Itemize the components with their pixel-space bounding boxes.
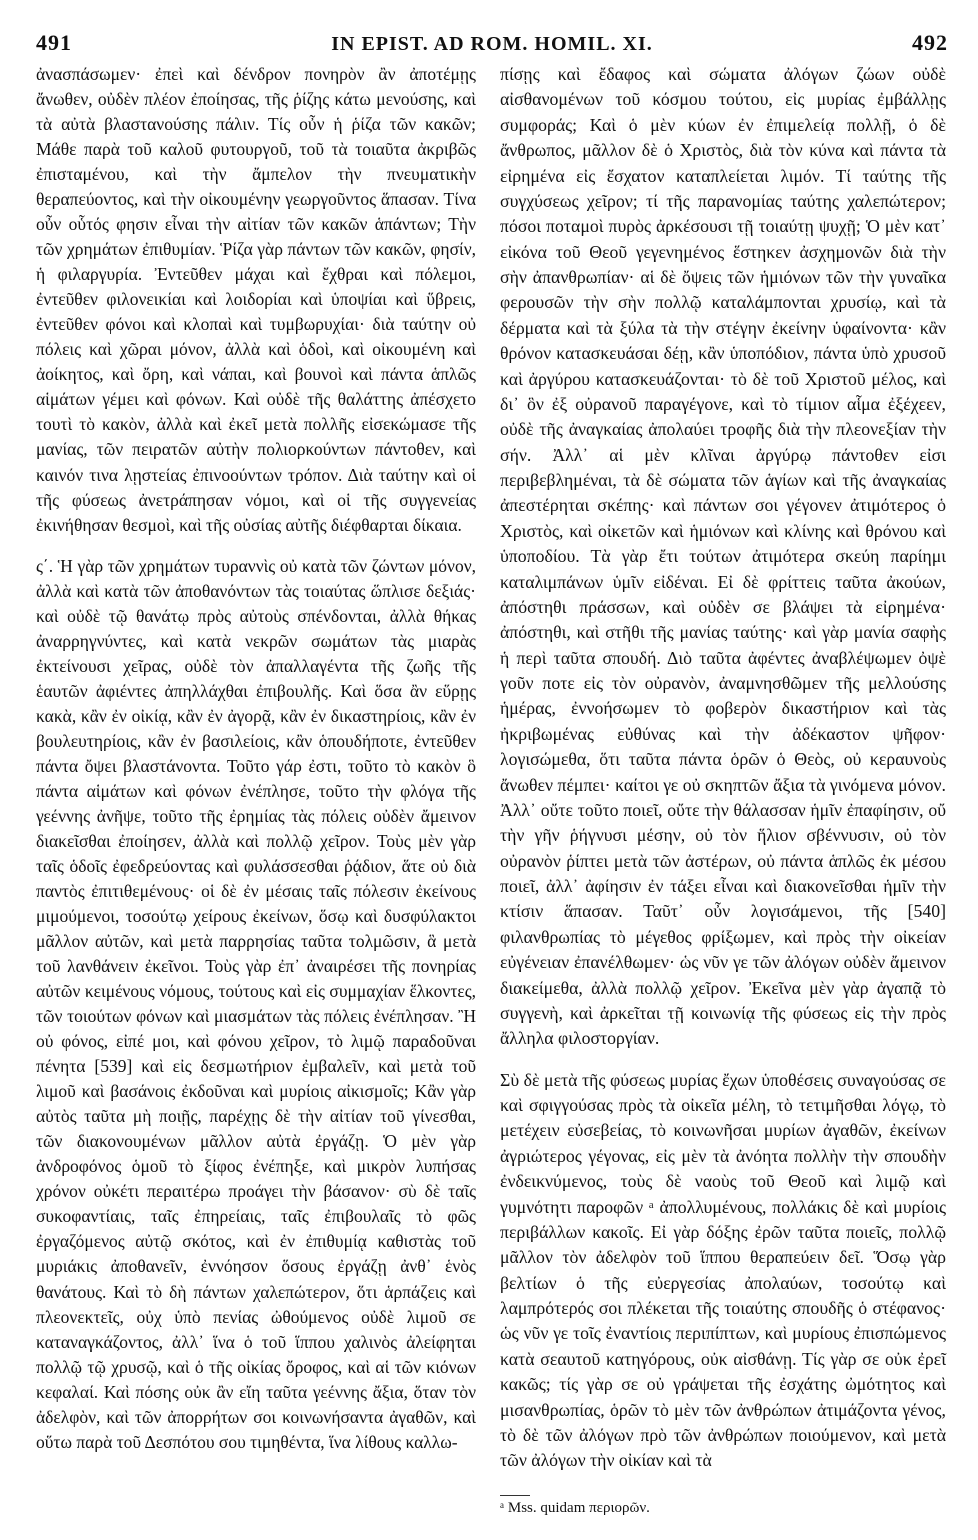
- right-page-number: 492: [911, 30, 948, 55]
- left-paragraph-1: ἀνασπάσωμεν· ἐπεὶ καὶ δένδρον πονηρὸν ἂν ἀποτέμῃς ἄνωθεν, οὐδὲν πλέον ἐποίησας, τῆς ῥίζης κάτω μενούσης, καὶ τὰ αὐτὰ βλαστανούσης πάλιν. Τίς οὖν ἡ ῥίζα τῶν κακῶν; Μάθε παρὰ τοῦ καλοῦ φυτουργοῦ, τοῦ τὰ τοιαῦτα ἀκριβῶς ἐπισταμένου, καὶ τὴν ἄμπελον τὴν πνευματικὴν θεραπεύοντος, καὶ τὴν οἰκουμένην γεωργοῦντος ἅπασαν. Τίνα οὖν οὗτός φησιν εἶναι τὴν αἰτίαν τῶν κακῶν ἁπάντων; Τὴν τῶν χρημάτων ἐπιθυμίαν. Ῥίζα γὰρ πάντων τῶν κακῶν, φησίν, ἡ φιλαργυρία. Ἐντεῦθεν μάχαι καὶ ἔχθραι καὶ πόλεμοι, ἐντεῦθεν φιλονεικίαι καὶ λοιδορίαι καὶ ὑποψίαι καὶ ὕβρεις, ἐντεῦθεν φόνοι καὶ κλοπαὶ καὶ τυμβωρυχίαι· διὰ ταύτην οὐ πόλεις καὶ χῶραι μόνον, ἀλλὰ καὶ ὁδοὶ, καὶ οἰκουμένη καὶ ἀοίκητος, καὶ ὄρη, καὶ νάπαι, καὶ βουνοὶ καὶ πάντα ἁπλῶς αἱμάτων γέμει καὶ φόνων. Καὶ οὐδὲ τῆς θαλάττης ἀπέσχετο τουτὶ τὸ κακὸν, ἀλλὰ καὶ ἐκεῖ μετὰ πολλῆς εἰσεκώμασε τῆς μανίας, τῶν πειρατῶν αὐτὴν πολιορκούντων πάντοθεν, καὶ καινόν τινα λῃστείας ἐπινοούντων τρόπον. Διὰ ταύτην καὶ οἱ τῆς φύσεως ἀνετράπησαν νόμοι, καὶ οἱ τῆς συγγενείας ἐκινήθησαν θεσμοὶ, καὶ τῆς οὐσίας αὐτῆς διέφθαρται δίκαια.: [36, 64, 476, 535]
- footnote: ᵃ Mss. quidam περιορῶν.: [500, 1500, 650, 1516]
- right-paragraph-2: Σὺ δὲ μετὰ τῆς φύσεως μυρίας ἔχων ὑποθέσεις συναγούσας σε καὶ σφιγγούσας πρὸς τὰ οἰκεῖα μέλη, τὸ τετιμῆσθαι λόγῳ, τὸ μετέχειν εὐσεβείας, τὸ κοινωνῆσαι μυρίων ἀγαθῶν, ἐκείνων ἀγριώτερος γέγονας, εἰς μὲν τὰ ἀνόητα πολλὴν τὴν σπουδὴν ἐνδεικνύμενος, τοὺς δὲ ναοὺς τοῦ Θεοῦ καὶ λιμῷ καὶ γυμνότητι παροφῶν ᵃ ἀπολλυμένους, πολλάκις δὲ καὶ μυρίοις περιβάλλων κακοῖς. Εἰ γὰρ δόξης ἐρῶν ταῦτα ποιεῖς, πολλῷ μᾶλλον τὸν ἀδελφὸν τοῦ ἵππου θεραπεύειν δεῖ. Ὅσῳ γὰρ βελτίων ὁ τῆς εὐεργεσίας ἀπολαύων, τοσούτῳ καὶ λαμπρότερός σοι πλέκεται τῆς τοιαύτης σπουδῆς ὁ στέφανος· ὡς νῦν γε τοῖς ἐναντίοις περιπίπτων, καὶ μυρίους ἐπισπώμενος κατὰ σεαυτοῦ κατηγόρους, οὐκ αἰσθάνῃ. Τίς γὰρ σε οὐκ ἐρεῖ κακῶς; τίς γὰρ σε οὐ γράψεται τῆς ἐσχάτης ὠμότητος καὶ μισανθρωπίας, ὁρῶν τὸ μὲν τῶν ἀνθρώπων ἀτιμάζοντα γένος, τὸ δὲ τῶν ἀλόγων πρὸ τῶν ἀνθρώπων ποιούμενον, καὶ μετὰ τῶν ἀλόγων τὴν οἰκίαν καὶ τὰ: [500, 1069, 946, 1471]
- right-paragraph-1: πίσῃς καὶ ἔδαφος καὶ σώματα ἀλόγων ζώων οὐδὲ αἰσθανομένων τοῦ κόσμου τούτου, εἰς μυρίας ἐμβάλλῃς συμφοράς; Καὶ ὁ μὲν κύων ἐν ἐπιμελείᾳ πολλῇ, ὁ δὲ ἄνθρωπος, μᾶλλον δὲ ὁ Χριστὸς, διὰ τὸν κύνα καὶ πάντα τὰ εἰρημένα εἰς ἔσχατον καταπλείεται λιμόν. Τί ταύτης τῆς συγχύσεως χεῖρον; τί τῆς παρανομίας ταύτης χαλεπώτερον; πόσοι ποταμοὶ πυρὸς ἀρκέσουσι τῇ τοιαύτῃ ψυχῇ; Ὁ μὲν κατ᾽ εἰκόνα τοῦ Θεοῦ γεγενημένος ἕστηκεν ἀσχημονῶν διὰ τὴν σὴν ἀπανθρωπίαν· αἱ δὲ ὄψεις τῶν ἡμιόνων τῶν τὴν γυναῖκα φερουσῶν τὴν σὴν πολλῷ καταλάμπονται χρυσίῳ, καὶ τὰ δέρματα καὶ τὰ ξύλα τὰ τὴν στέγην ἐκείνην ὑφαίνοντα· κἂν θρόνον κατασκευάσαι δέῃ, κἂν ὑποπόδιον, πάντα ὑπὸ χρυσοῦ καὶ ἀργύρου κατασκευάζονται· τὸ δὲ τοῦ Χριστοῦ μέλος, καὶ δι᾽ ὃν ἐξ οὐρανοῦ παραγέγονε, καὶ τὸ τίμιον αἷμα ἐξέχεεν, οὐδὲ τῆς ἀναγκαίας ἀπολαύει τροφῆς διὰ τὴν πλεονεξίαν τὴν σήν. Ἀλλ᾽ αἱ μὲν κλῖναι ἀργύρῳ πάντοθεν εἰσι περιβεβλημέναι, τὰ δὲ σώματα τῶν ἁγίων καὶ τῆς ἀναγκαίας ἀπεστέρηται σκέπης· καὶ πάντων σοι γέγονεν ἀτιμότερος ὁ Χριστὸς, καὶ οἰκετῶν καὶ ἡμιόνων καὶ κλίνης καὶ θρόνου καὶ ὑποποδίου. Τὰ γὰρ ἔτι τούτων ἀτιμότερα σκεύη παρίημι καταλιμπάνων ὑμῖν εἰδέναι. Εἰ δὲ φρίττεις ταῦτα ἀκούων, ἀπόστηθι πράσσων, καὶ οὐδὲν σε βλάψει τὰ εἰρημένα· ἀπόστηθι, καὶ στῆθι τῆς μανίας ταύτης· καὶ γὰρ μανία σαφὴς ἡ περὶ ταῦτα σπουδή. Διὸ ταῦτα ἀφέντες ἀναβλέψωμεν ὀψὲ γοῦν ποτε εἰς τὸν οὐρανὸν, ἀναμνησθῶμεν τῆς μελλούσης ἡμέρας, ἐννοήσωμεν τὸ φοβερὸν δικαστήριον καὶ τὰς ἠκριβωμένας εὐθύνας καὶ τὴν ἀδέκαστον ψῆφον· λογισώμεθα, ὅτι ταῦτα πάντα ὁρῶν ὁ Θεὸς, οὐ κεραυνοὺς ἄνωθεν πέμπει· καίτοι γε οὐ σκηπτῶν ἄξια τὰ γινόμενα μόνον. Ἀλλ᾽ οὔτε τοῦτο ποιεῖ, οὔτε τὴν θάλασσαν ἡμῖν ἐπαφίησιν, οὔ τὴν γῆν ῥήγνυσι μέσην, οὐ τὸν ἥλιον σβέννυσιν, οὐ τὸν οὐρανὸν ῥίπτει μετὰ τῶν ἀστέρων, οὐ πάντα ἁπλῶς ἐκ μέσου ποιεῖ, ἀλλ᾽ ἀφίησιν ἐν τάξει εἶναι καὶ διακονεῖσθαι ἡμῖν τὴν κτίσιν ἅπασαν. Ταῦτ᾽ οὖν λογισάμενοι, τῆς [540] φιλανθρωπίας τὸ μέγεθος φρίξωμεν, καὶ πρὸς τὴν οἰκείαν εὐγένειαν ἐπανέλθωμεν· ὡς νῦν γε τῶν ἀλόγων οὐδὲν ἄμεινον διακείμεθα, ἀλλὰ πολλῷ χεῖρον. Ἐκεῖνα μὲν γὰρ ἀγαπᾷ τὸ συγγενὴ, καὶ ἀρκεῖται τῇ κοινωνίᾳ τῆς φύσεως εἰς τὴν πρὸς ἄλληλα φιλοστοργίαν.: [500, 64, 946, 1049]
- page-header: [36, 30, 948, 60]
- running-title: IN EPIST. AD ROM. HOMIL. XI.: [331, 33, 653, 55]
- left-page-number: 491: [36, 30, 72, 55]
- right-column: [500, 62, 946, 1474]
- left-column: [36, 62, 476, 1455]
- left-paragraph-2: ς΄. Ἡ γὰρ τῶν χρημάτων τυραννὶς οὐ κατὰ τῶν ζώντων μόνον, ἀλλὰ καὶ κατὰ τῶν ἀποθανόντων τὰς τοιαύτας ὥπλισε δεξιάς· καὶ οὐδὲ τῷ θανάτῳ πρὸς αὐτοὺς σπένδονται, ἀλλὰ θήκας ἀναρρηγνύντες, καὶ κατὰ νεκρῶν σωμάτων τὰς μιαρὰς ἐκτείνουσι χεῖρας, οὐδὲ τὸν ἀπαλλαγέντα τῆς ζωῆς τῆς ἑαυτῶν ἀφιέντες ἀπηλλάχθαι ἐπιβουλῆς. Καὶ ὅσα ἂν εὕρῃς κακὰ, κἂν ἐν οἰκίᾳ, κἂν ἐν ἀγορᾷ, κἂν ἐν δικαστηρίοις, κἂν ἐν βουλευτηρίοις, κἂν ἐν βασιλείοις, κἂν ὁπουδήποτε, ἐντεῦθεν πάντα ὄψει βλαστάνοντα. Τοῦτο γάρ ἐστι, τοῦτο τὸ κακὸν ὃ πάντα αἱμάτων καὶ φόνων ἐνέπλησε, τοῦτο τὴν φλόγα τῆς γεέννης ἀνῆψε, τοῦτο τῆς ἐρημίας τὰς πόλεις οὐδὲν ἄμεινον διακεῖσθαι ἐποίησεν, ἀλλὰ καὶ πολλῷ χεῖρον. Τοὺς μὲν γὰρ ταῖς ὁδοῖς ἐφεδρεύοντας καὶ φυλάσσεσθαι ῥᾴδιον, ἅτε οὐ διὰ παντὸς ἐπιτιθεμένους· οἱ δὲ ἐν μέσαις ταῖς πόλεσιν ἐκείνους μιμούμενοι, τοσούτῳ χείρους ἐκείνων, ὅσῳ καὶ δυσφύλακτοι μᾶλλον αὐτῶν, καὶ μετὰ παρρησίας ταῦτα τολμῶσιν, ἃ μετὰ τοῦ λανθάνειν ἐκεῖνοι. Τοὺς γὰρ ἐπ᾽ ἀναιρέσει τῆς πονηρίας αὐτῶν κειμένους νόμους, τούτους καὶ εἰς συμμαχίαν ἕλκοντες, τῶν τοιούτων φόνων καὶ μιασμάτων τὰς πόλεις ἐνέπλησαν. Ἢ οὐ φόνος, εἰπέ μοι, καὶ φόνου χεῖρον, τὸ λιμῷ παραδοῦναι πένητα [539] καὶ εἰς δεσμωτήριον ἐμβαλεῖν, καὶ μετὰ τοῦ λιμοῦ καὶ βασάνοις ἐκδοῦναι καὶ μυρίοις αἰκισμοῖς; Κἂν γὰρ αὐτὸς ταῦτα μὴ ποιῇς, παρέχῃς δὲ τὴν αἰτίαν τοῦ γίνεσθαι, τῶν διακονουμένων μᾶλλον αὐτὰ ἐργάζῃ. Ὁ μὲν γὰρ ἀνδροφόνος ὁμοῦ τὸ ξίφος ἐνέπηξε, καὶ μικρὸν λυπήσας χρόνον οὐκέτι περαιτέρω προάγει τὴν βάσανον· σὺ δὲ ταῖς συκοφαντίαις, ταῖς ἐπηρείαις, ταῖς ἐπιβουλαῖς τὸ φῶς ἐργαζόμενος αὐτῷ σκότος, καὶ ἐν ἐπιθυμίᾳ καθιστὰς τοῦ μυριάκις ἀποθανεῖν, ἐννόησον ὅσους ἐργάζῃ ἀνθ᾽ ἑνὸς θανάτους. Καὶ τὸ δὴ πάντων χαλεπώτερον, ὅτι ἁρπάζεις καὶ πλεονεκτεῖς, οὐχ ὑπὸ πενίας ὠθούμενος οὐδὲ λιμοῦ σε καταναγκάζοντος, ἀλλ᾽ ἵνα ὁ τοῦ ἵππου χαλινὸς ἀλείφηται πολλῷ τῷ χρυσῷ, καὶ ὁ τῆς οἰκίας ὄροφος, καὶ αἱ τῶν κιόνων κεφαλαί. Καὶ πόσης οὐκ ἂν εἴη ταῦτα γεέννης ἄξια, ὅταν τὸν ἀδελφὸν, καὶ τῶν ἀπορρήτων σοι κοινωνήσαντα ἀγαθῶν, καὶ οὕτω παρὰ τοῦ Δεσπότου σου τιμηθέντα, ἵνα λίθους καλλω-: [36, 555, 476, 1452]
- footnote-rule: [500, 1495, 530, 1496]
